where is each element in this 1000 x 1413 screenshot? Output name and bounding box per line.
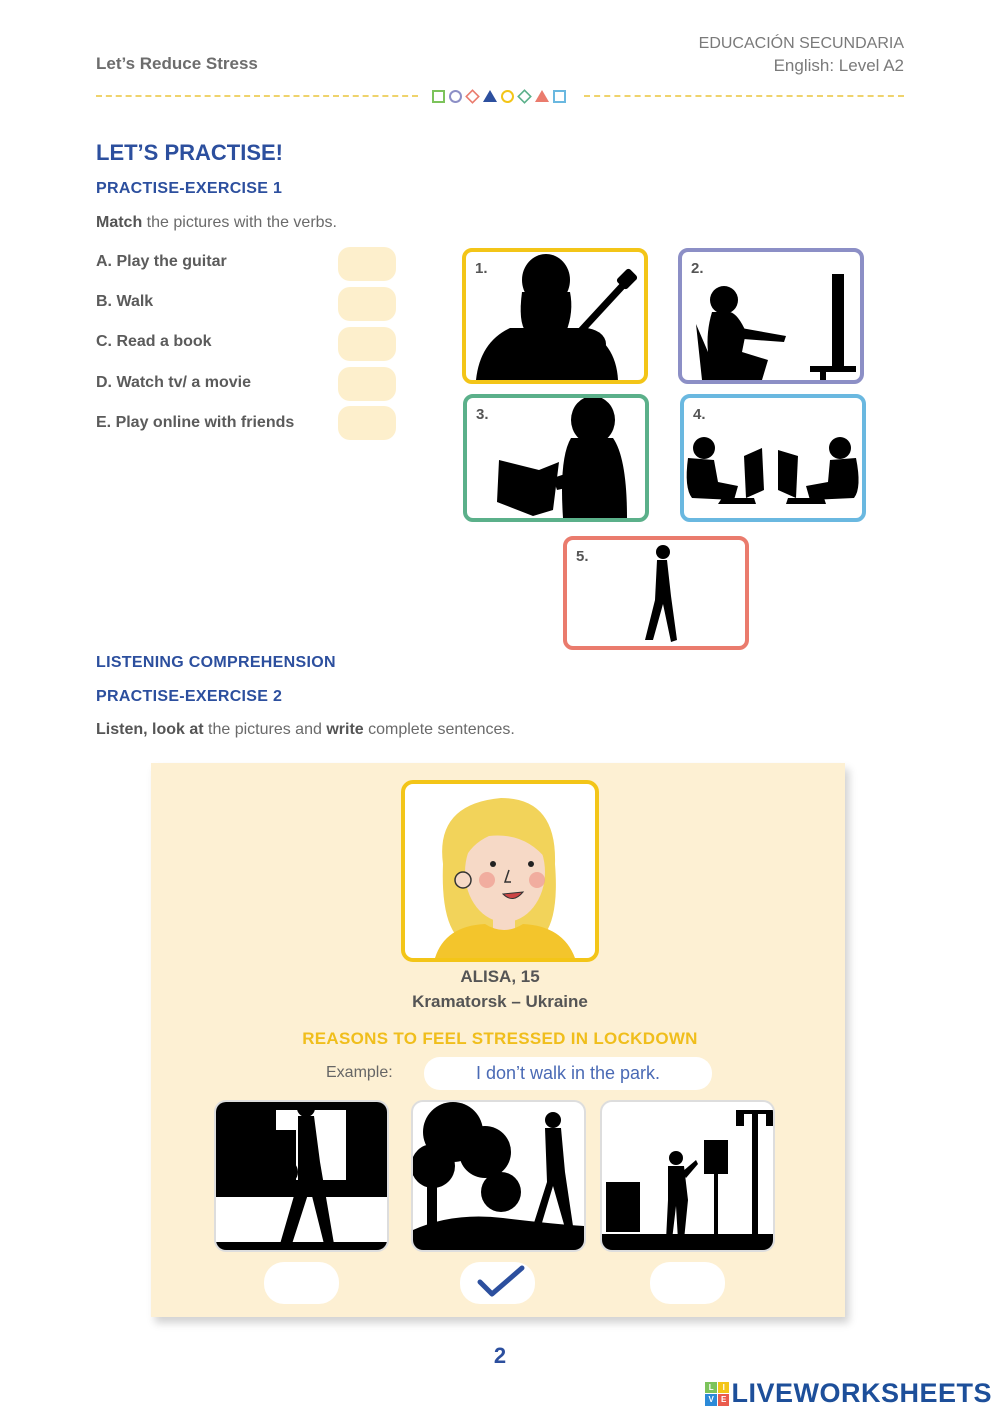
logo-text: LIVEWORKSHEETS: [731, 1378, 992, 1408]
match-item-d: D. Watch tv/ a movie: [96, 374, 251, 391]
answer-slot-1[interactable]: [264, 1262, 339, 1304]
person-location: Kramatorsk – Ukraine: [412, 992, 588, 1011]
tv-watcher-icon: [682, 252, 860, 380]
diamond-shape-icon: [465, 89, 480, 104]
picture-number: 1.: [475, 260, 488, 277]
girl-portrait-icon: [405, 784, 595, 958]
worksheet-title: Let’s Reduce Stress: [96, 54, 258, 73]
portrait-frame: [401, 780, 599, 962]
square-shape-icon: [553, 90, 566, 103]
scene-picture-2: [411, 1100, 586, 1252]
exercise-2-title: PRACTISE-EXERCISE 2: [96, 688, 283, 705]
exercise-2-instruction: Listen, look at the pictures and write complete sentences.: [96, 721, 515, 738]
match-item-e: E. Play online with friends: [96, 414, 295, 431]
logo-mark-icon: L I V E: [705, 1382, 729, 1406]
example-label: Example:: [326, 1064, 393, 1081]
picture-number: 2.: [691, 260, 704, 277]
picture-number: 3.: [476, 406, 489, 423]
answer-box-e[interactable]: [338, 406, 396, 440]
guitar-player-icon: [466, 252, 644, 380]
book-reader-icon: [467, 398, 645, 518]
picture-card-5: [563, 536, 749, 650]
answer-box-b[interactable]: [338, 287, 396, 321]
answer-slot-2[interactable]: [460, 1262, 535, 1304]
decorative-shapes: [432, 88, 568, 104]
diamond-shape-icon: [517, 89, 532, 104]
listening-heading: LISTENING COMPREHENSION: [96, 654, 336, 671]
online-gamers-icon: [684, 398, 862, 518]
answer-box-c[interactable]: [338, 327, 396, 361]
liveworksheets-logo: [705, 1378, 992, 1409]
scene-picture-3: [600, 1100, 775, 1252]
picture-card-2: [678, 248, 864, 384]
section-heading: LET’S PRACTISE!: [96, 140, 284, 165]
triangle-shape-icon: [535, 90, 549, 102]
match-item-a: A. Play the guitar: [96, 253, 227, 270]
checkmark-icon: [460, 1262, 535, 1304]
street-lamp-icon: [602, 1102, 773, 1250]
level-info: [699, 33, 904, 77]
triangle-shape-icon: [483, 90, 497, 102]
picture-number: 5.: [576, 548, 589, 565]
person-name: ALISA, 15: [460, 967, 540, 986]
answer-box-a[interactable]: [338, 247, 396, 281]
circle-shape-icon: [501, 90, 514, 103]
exercise-1-title: PRACTISE-EXERCISE 1: [96, 180, 283, 197]
header-divider-left: [96, 95, 418, 97]
match-item-b: B. Walk: [96, 293, 154, 310]
answer-slot-3[interactable]: [650, 1262, 725, 1304]
square-shape-icon: [432, 90, 445, 103]
picture-card-4: [680, 394, 866, 522]
page-number: 2: [493, 1343, 507, 1368]
picture-number: 4.: [693, 406, 706, 423]
match-item-c: C. Read a book: [96, 333, 212, 350]
level-line-1: EDUCACIÓN SECUNDARIA: [698, 35, 904, 52]
scene-picture-1: [214, 1100, 389, 1252]
reasons-title: REASONS TO FEEL STRESSED IN LOCKDOWN: [302, 1029, 698, 1048]
answer-box-d[interactable]: [338, 367, 396, 401]
exercise-1-instruction: Match the pictures with the verbs.: [96, 214, 337, 231]
street-walker-icon: [216, 1102, 387, 1250]
picture-card-3: [463, 394, 649, 522]
example-answer: I don’t walk in the park.: [424, 1057, 712, 1090]
level-line-2: English: Level A2: [773, 56, 904, 75]
header-divider-right: [584, 95, 904, 97]
walker-icon: [567, 540, 745, 646]
circle-shape-icon: [449, 90, 462, 103]
picture-card-1: [462, 248, 648, 384]
park-walker-icon: [413, 1102, 584, 1250]
